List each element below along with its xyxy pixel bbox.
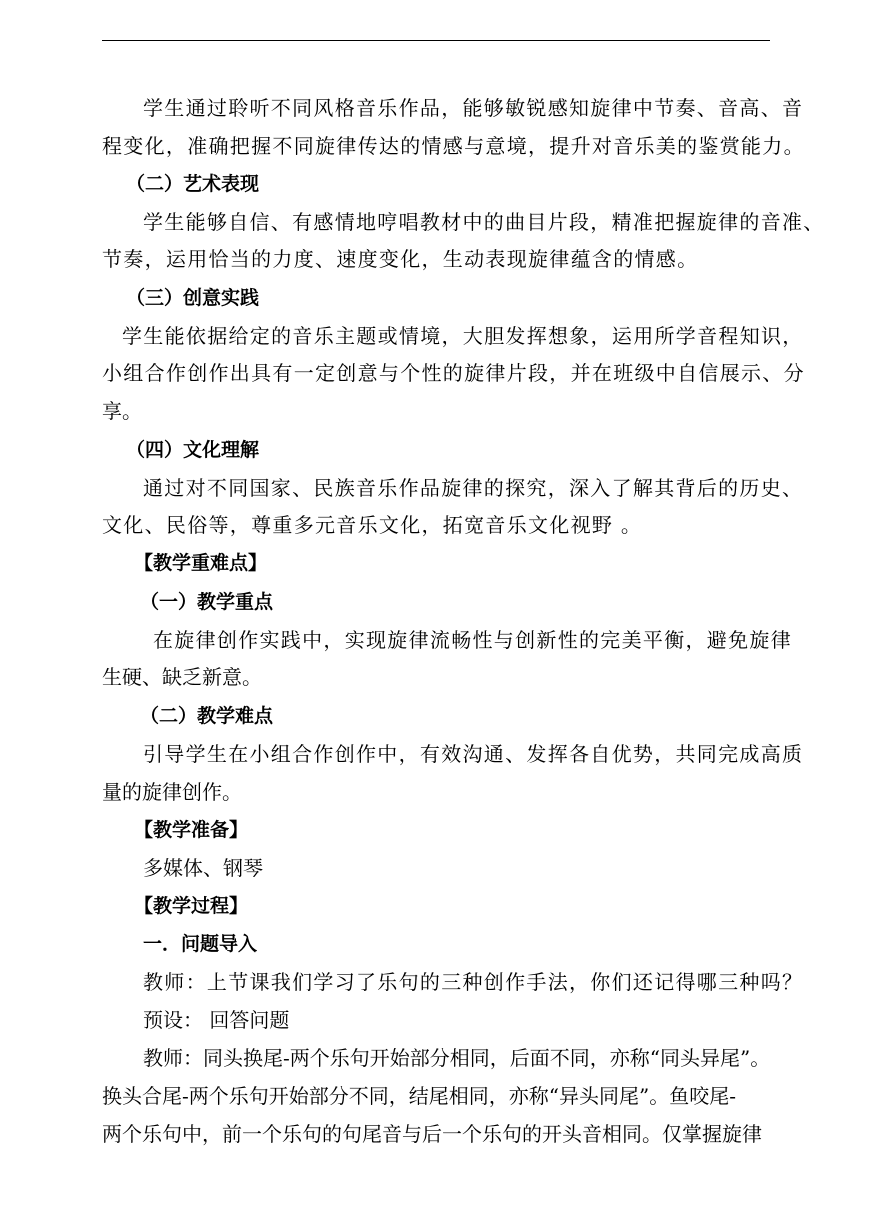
paragraph-line: 通过对不同国家、民族音乐作品旋律的探究，深入了解其背后的历史、	[143, 476, 804, 500]
paragraph-line: 教师：上节课我们学习了乐句的三种创作手法，你们还记得哪三种吗？	[143, 970, 804, 994]
paragraph-line: 预设： 回答问题	[143, 1008, 290, 1032]
paragraph-line: 引导学生在小组合作创作中，有效沟通、发挥各自优势，共同完成高质	[143, 742, 804, 766]
paragraph-line: 学生能够自信、有感情地哼唱教材中的曲目片段，精准把握旋律的音准、	[143, 210, 825, 234]
paragraph-line: 教师：同头换尾-两个乐句开始部分相同，后面不同，亦称“同头异尾”。	[143, 1046, 771, 1070]
paragraph-line: 多媒体、钢琴	[143, 856, 263, 880]
paragraph-line: 换头合尾-两个乐句开始部分不同，结尾相同，亦称“异头同尾”。鱼咬尾-	[102, 1084, 736, 1108]
paragraph-line: 学生能依据给定的音乐主题或情境，大胆发挥想象，运用所学音程知识，	[122, 324, 804, 348]
section-heading: 一．问题导入	[143, 933, 258, 955]
section-heading: 【教学准备】	[134, 819, 249, 841]
paragraph-line: 生硬、缺乏新意。	[102, 665, 262, 689]
section-heading: （三）创意实践	[126, 287, 260, 309]
paragraph-line: 学生通过聆听不同风格音乐作品，能够敏锐感知旋律中节奏、音高、音	[143, 96, 804, 120]
paragraph-line: 文化、民俗等，尊重多元音乐文化，拓宽音乐文化视野 。	[102, 513, 643, 537]
section-heading: （二）教学难点	[140, 705, 274, 727]
section-heading: （一）教学重点	[140, 591, 274, 613]
paragraph-line: 节奏，运用恰当的力度、速度变化，生动表现旋律蕴含的情感。	[102, 247, 699, 271]
paragraph-line: 享。	[102, 399, 142, 423]
paragraph-line: 在旋律创作实践中，实现旋律流畅性与创新性的完美平衡，避免旋律	[153, 628, 792, 652]
section-heading: （二）艺术表现	[126, 173, 260, 195]
section-heading: （四）文化理解	[126, 439, 260, 461]
paragraph-line: 程变化，准确把握不同旋律传达的情感与意境，提升对音乐美的鉴赏能力。	[102, 134, 805, 158]
paragraph-line: 量的旋律创作。	[102, 780, 242, 804]
paragraph-line: 小组合作创作出具有一定创意与个性的旋律片段，并在班级中自信展示、分	[102, 361, 805, 385]
paragraph-line: 两个乐句中，前一个乐句的句尾音与后一个乐句的开头音相同。仅掌握旋律	[102, 1122, 762, 1146]
header-rule	[102, 40, 770, 41]
section-heading: 【教学过程】	[134, 895, 249, 917]
section-heading: 【教学重难点】	[134, 552, 268, 574]
